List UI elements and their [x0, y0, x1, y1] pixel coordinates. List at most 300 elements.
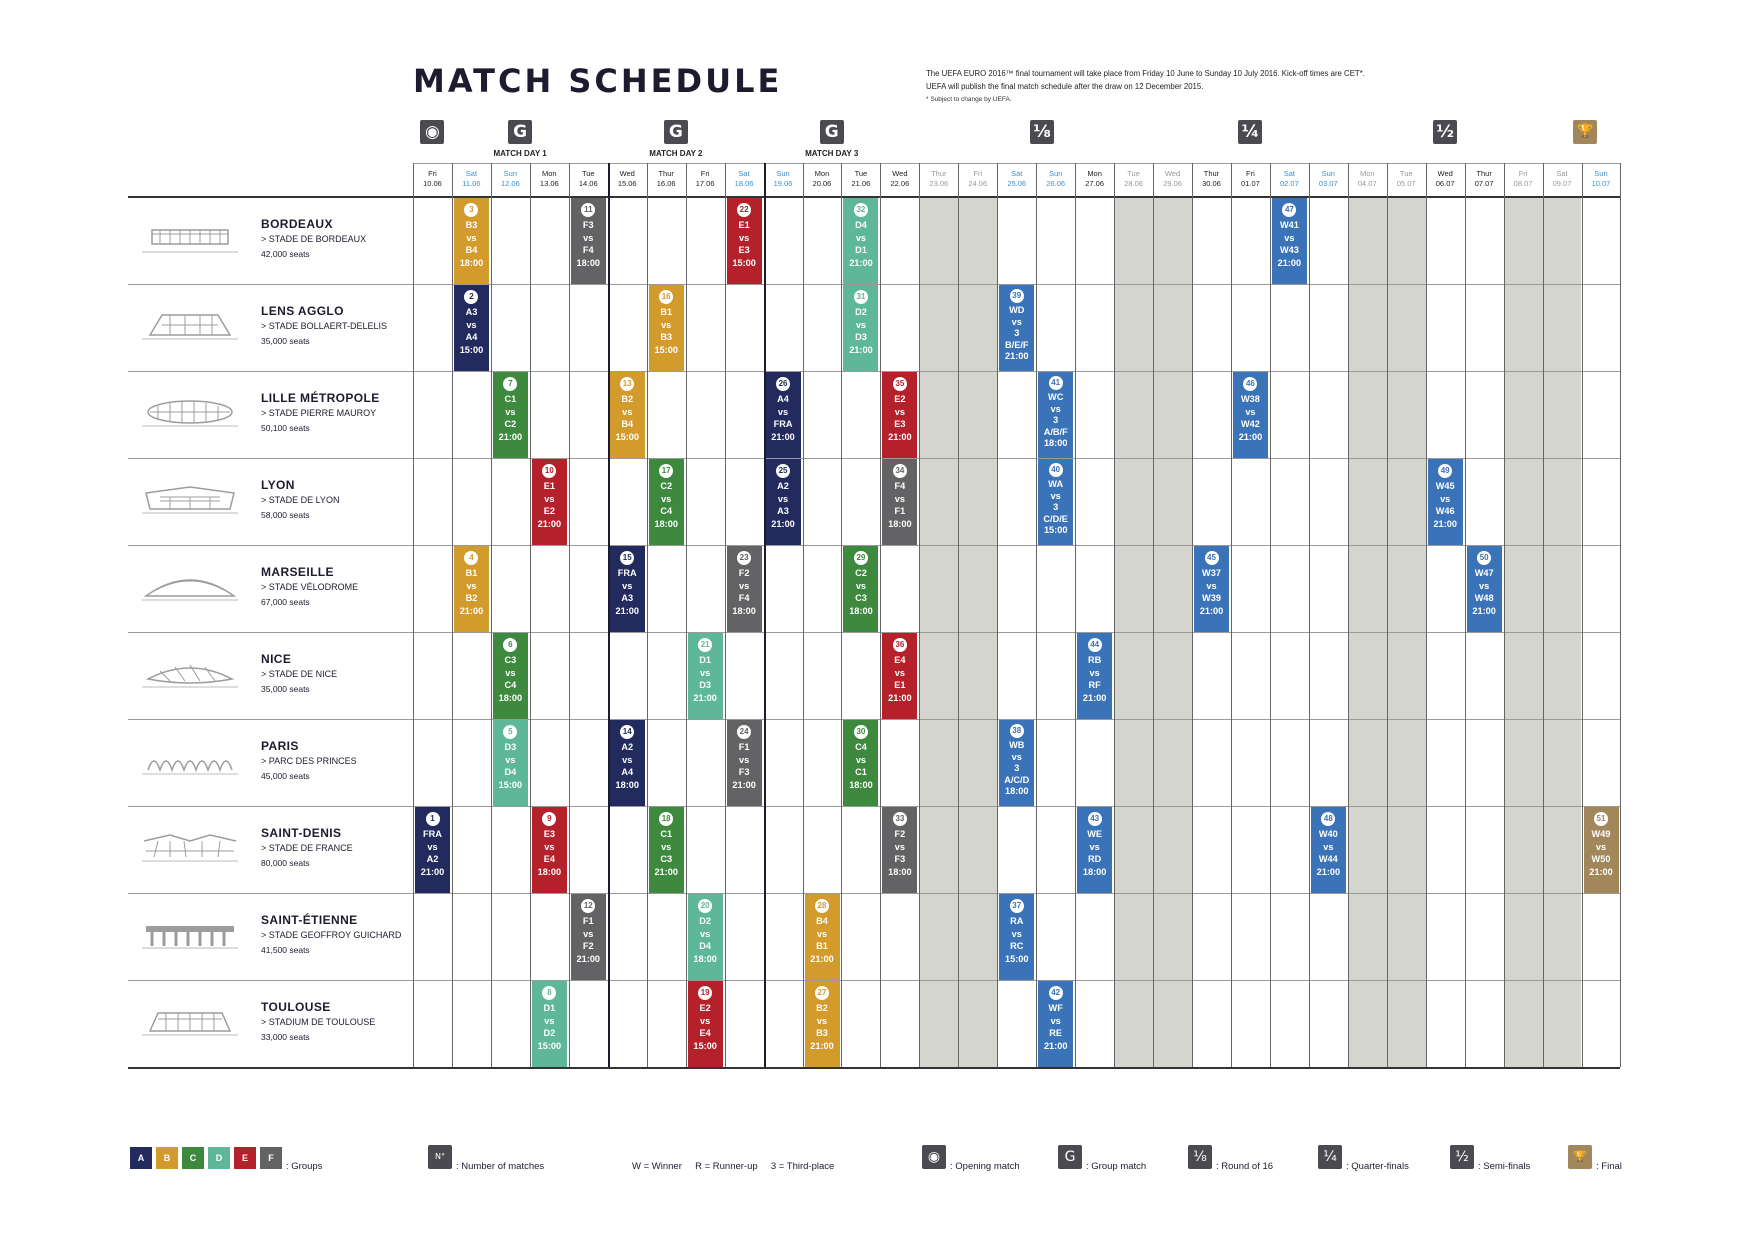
match-home: C2: [660, 481, 673, 491]
venue-row: [128, 806, 408, 893]
intro-note: * Subject to change by UEFA.: [926, 96, 1012, 103]
final-icon: 🏆: [1568, 1145, 1592, 1169]
grid-line: [413, 163, 1620, 164]
day-date: 01.07: [1241, 179, 1260, 188]
match-cell[interactable]: [843, 285, 878, 371]
match-kickoff-time: 15:00: [693, 1040, 717, 1051]
match-home: F3: [582, 220, 594, 230]
match-vs: vs: [1050, 1015, 1061, 1026]
grid-line: [452, 163, 453, 1067]
day-header: [1270, 169, 1309, 189]
match-home: WC: [1048, 392, 1064, 402]
venue-stadium: > PARC DES PRINCES: [261, 756, 357, 766]
match-number-badge: 17: [659, 464, 673, 478]
day-of-week: Sat: [1011, 169, 1023, 178]
match-home: WE: [1087, 829, 1103, 839]
match-home: B1: [465, 568, 478, 578]
match-cell[interactable]: [1233, 372, 1268, 458]
match-cell[interactable]: [532, 807, 567, 893]
match-cell[interactable]: [688, 633, 723, 719]
group-match-icon: G: [508, 120, 532, 144]
match-vs: vs: [1479, 580, 1490, 591]
match-kickoff-time: 18:00: [888, 518, 912, 529]
day-of-week: Wed: [619, 169, 635, 178]
day-date: 19.06: [773, 179, 793, 188]
match-cell[interactable]: [1272, 198, 1307, 284]
match-number-badge: 23: [737, 551, 751, 565]
venue-stadium: > STADE DE FRANCE: [261, 843, 353, 853]
stadium-illustration: [140, 568, 240, 604]
grid-line: [413, 163, 414, 1067]
match-cell[interactable]: [805, 894, 840, 980]
day-date: 08.07: [1513, 179, 1533, 188]
day-of-week: Fri: [700, 169, 710, 178]
match-cell[interactable]: [1038, 372, 1073, 458]
match-kickoff-time: 15:00: [1043, 525, 1068, 535]
match-number-badge: 7: [503, 377, 517, 391]
match-cell[interactable]: [805, 981, 840, 1067]
day-header: [647, 169, 686, 189]
day-of-week: Thur: [1203, 169, 1220, 178]
match-home: C2: [855, 568, 867, 578]
match-number-badge: 6: [503, 638, 517, 652]
match-vs: vs: [855, 232, 867, 243]
match-away: C1: [855, 767, 867, 778]
match-cell[interactable]: [415, 807, 450, 893]
match-home: W45: [1435, 481, 1455, 491]
day-date: 05.07: [1396, 179, 1416, 188]
match-cell[interactable]: [1428, 459, 1463, 545]
match-cell[interactable]: [688, 894, 723, 980]
match-kickoff-time: 18:00: [1082, 866, 1107, 877]
venue-stadium: > STADE DE LYON: [261, 495, 340, 505]
stadium-illustration: [140, 742, 240, 778]
day-header: [1309, 169, 1348, 189]
match-home: W37: [1202, 568, 1221, 578]
semi-finals-icon: ½: [1450, 1145, 1474, 1169]
match-cell[interactable]: [493, 372, 528, 458]
match-vs: vs: [622, 754, 633, 765]
match-number-badge: 16: [659, 290, 673, 304]
match-cell[interactable]: [1077, 807, 1112, 893]
day-date: 25.06: [1007, 179, 1027, 188]
match-cell[interactable]: [882, 459, 917, 545]
match-home: FRA: [423, 829, 442, 839]
match-home: WF: [1048, 1003, 1063, 1013]
match-vs: vs: [1089, 841, 1100, 852]
match-number-badge: 45: [1205, 551, 1219, 565]
day-date: 02.07: [1279, 179, 1299, 188]
match-vs: vs: [466, 232, 477, 243]
day-date: 17.06: [695, 179, 715, 188]
group-color-swatch-f: F: [260, 1147, 282, 1169]
match-number-badge: 26: [776, 377, 790, 391]
match-number-badge: 20: [698, 899, 712, 913]
match-vs: vs: [583, 928, 594, 939]
match-away: A3: [621, 593, 634, 604]
match-cell[interactable]: [999, 894, 1034, 980]
match-vs: vs: [661, 319, 672, 330]
match-away: D3: [855, 332, 867, 343]
match-away: RC: [1010, 941, 1024, 952]
match-away: C4: [504, 680, 517, 691]
match-cell[interactable]: [532, 981, 567, 1067]
match-cell[interactable]: [1038, 459, 1073, 545]
match-home: FRA: [617, 568, 637, 578]
match-kickoff-time: 18:00: [693, 953, 717, 964]
match-vs: vs: [1323, 841, 1334, 852]
match-cell[interactable]: [766, 372, 801, 458]
match-kickoff-time: 21:00: [1005, 351, 1029, 361]
day-header: [530, 169, 569, 189]
round-of-16-icon: ⅛: [1030, 120, 1054, 144]
match-cell[interactable]: [1194, 546, 1229, 632]
match-cell[interactable]: [1467, 546, 1502, 632]
match-vs: vs: [855, 580, 867, 591]
stadium-illustration: [140, 1003, 240, 1039]
match-away: A2: [426, 854, 439, 865]
venue-stadium: > STADE DE BORDEAUX: [261, 234, 367, 244]
match-kickoff-time: 18:00: [849, 779, 873, 790]
match-kickoff-time: 18:00: [1043, 438, 1068, 448]
day-date: 15.06: [617, 179, 637, 188]
match-cell[interactable]: [649, 285, 684, 371]
match-away: B2: [465, 593, 478, 604]
match-home: D3: [504, 742, 517, 752]
match-cell[interactable]: [454, 546, 489, 632]
match-vs: vs: [816, 928, 828, 939]
match-number-badge: 1: [426, 812, 440, 826]
grid-line: [997, 163, 998, 1067]
match-kickoff-time: 21:00: [1589, 866, 1613, 877]
match-away: RF: [1088, 680, 1101, 691]
match-number-badge: 44: [1088, 638, 1102, 652]
venue-seats: 35,000 seats: [261, 684, 310, 694]
venue-row: [128, 458, 408, 545]
legend-final-label: : Final: [1596, 1161, 1622, 1172]
stadium-illustration: [140, 394, 240, 430]
day-header: [1231, 169, 1270, 189]
match-cell[interactable]: [1584, 807, 1619, 893]
stadium-illustration: [140, 220, 240, 256]
match-number-badge: 36: [893, 638, 907, 652]
match-number-badge: 27: [815, 986, 829, 1000]
stadium-illustration: [140, 307, 240, 343]
grid-line: [764, 163, 766, 1067]
match-home: C3: [504, 655, 517, 665]
match-cell[interactable]: [610, 546, 645, 632]
final-icon: 🏆: [1573, 120, 1597, 144]
day-date: 04.07: [1357, 179, 1377, 188]
group-match-icon: G: [820, 120, 844, 144]
venue-seats: 67,000 seats: [261, 597, 310, 607]
match-vs: vs: [1050, 490, 1061, 501]
match-home: D4: [855, 220, 867, 230]
day-date: 29.06: [1163, 179, 1182, 188]
match-cell[interactable]: [882, 633, 917, 719]
match-kickoff-time: 21:00: [849, 344, 873, 355]
match-home: E4: [894, 655, 906, 665]
match-home: F2: [738, 568, 750, 578]
grid-line: [1075, 163, 1076, 1067]
grid-line: [1231, 163, 1232, 1067]
match-away: RE: [1049, 1028, 1063, 1039]
match-vs: vs: [816, 1015, 828, 1026]
day-header: [1543, 169, 1582, 189]
match-kickoff-time: 18:00: [849, 605, 873, 616]
match-number-badge: 29: [854, 551, 868, 565]
match-cell[interactable]: [571, 894, 606, 980]
match-vs: vs: [505, 667, 516, 678]
match-vs: vs: [1050, 403, 1061, 414]
match-number-badge: 10: [542, 464, 556, 478]
match-home: C1: [660, 829, 673, 839]
match-number-badge: 5: [503, 725, 517, 739]
match-vs: vs: [738, 754, 750, 765]
match-cell[interactable]: [610, 720, 645, 806]
group-color-swatch-a: A: [130, 1147, 152, 1169]
match-vs: vs: [661, 493, 672, 504]
match-kickoff-time: 21:00: [1316, 866, 1341, 877]
match-home: A2: [777, 481, 789, 491]
match-number-badge: 22: [737, 203, 751, 217]
stadium-illustration: [140, 655, 240, 691]
match-away: D4: [699, 941, 712, 952]
match-number-badge: 43: [1088, 812, 1102, 826]
match-away: D4: [504, 767, 517, 778]
match-cell[interactable]: [843, 546, 878, 632]
grid-line: [530, 163, 531, 1067]
match-cell[interactable]: [999, 285, 1034, 371]
match-home: E2: [699, 1003, 711, 1013]
day-header: [1426, 169, 1465, 189]
venue-row: [128, 893, 408, 980]
match-cell[interactable]: [727, 546, 762, 632]
match-cell[interactable]: [1077, 633, 1112, 719]
match-kickoff-time: 15:00: [654, 344, 678, 355]
match-cell[interactable]: [843, 720, 878, 806]
legend-opening-label: : Opening match: [950, 1161, 1020, 1172]
legend-abbreviations: W = Winner R = Runner-up 3 = Third-place: [632, 1161, 835, 1172]
match-number-badge: 38: [1010, 724, 1024, 738]
venue-stadium: > STADE BOLLAERT-DELELIS: [261, 321, 387, 331]
day-date: 09.07: [1552, 179, 1572, 188]
day-header: [569, 169, 608, 189]
venue-name: TOULOUSE: [261, 1000, 331, 1014]
match-away: E2: [543, 506, 555, 517]
page-title: MATCH SCHEDULE: [413, 62, 783, 100]
match-number-badge: 47: [1282, 203, 1296, 217]
day-header: [958, 169, 997, 189]
match-cell[interactable]: [454, 198, 489, 284]
match-home: C1: [504, 394, 517, 404]
match-away: A3: [777, 506, 789, 517]
match-kickoff-time: 21:00: [810, 953, 834, 964]
match-kickoff-time: 18:00: [888, 866, 912, 877]
grid-line: [686, 163, 687, 1067]
grid-line: [880, 163, 881, 1067]
match-cell[interactable]: [649, 807, 684, 893]
match-cell[interactable]: [571, 198, 606, 284]
match-kickoff-time: 15:00: [615, 431, 639, 442]
day-date: 03.07: [1318, 179, 1338, 188]
match-vs: vs: [427, 841, 438, 852]
match-cell[interactable]: [727, 720, 762, 806]
match-home: W40: [1318, 829, 1338, 839]
match-vs: vs: [777, 493, 789, 504]
semi-finals-icon: ½: [1433, 120, 1457, 144]
match-cell[interactable]: [727, 198, 762, 284]
match-kickoff-time: 21:00: [810, 1040, 834, 1051]
match-cell[interactable]: [882, 807, 917, 893]
match-cell[interactable]: [1038, 981, 1073, 1067]
day-header: [1465, 169, 1504, 189]
match-number-badge: 46: [1243, 377, 1257, 391]
grid-line: [1270, 163, 1271, 1067]
match-third-place-groups: A/C/D: [1004, 774, 1030, 785]
day-of-week: Sun: [1048, 169, 1063, 178]
quarter-finals-icon: ¼: [1238, 120, 1262, 144]
match-vs: vs: [894, 493, 905, 504]
day-date: 26.06: [1046, 179, 1066, 188]
match-vs: vs: [661, 841, 672, 852]
match-kickoff-time: 21:00: [498, 431, 523, 442]
grid-line: [803, 163, 804, 1067]
match-away: D2: [543, 1028, 556, 1039]
match-vs: vs: [738, 580, 750, 591]
day-header: [919, 169, 958, 189]
day-of-week: Fri: [1518, 169, 1528, 178]
match-home: B1: [660, 307, 673, 317]
venue-stadium: > STADE GEOFFROY GUICHARD: [261, 930, 402, 940]
match-kickoff-time: 18:00: [732, 605, 756, 616]
day-of-week: Thur: [1476, 169, 1492, 178]
match-away: C3: [660, 854, 673, 865]
match-number-badge: 15: [620, 551, 634, 565]
match-number-badge: 28: [815, 899, 829, 913]
match-kickoff-time: 21:00: [420, 866, 445, 877]
day-header: [1504, 169, 1543, 189]
day-of-week: Tue: [854, 169, 868, 178]
match-kickoff-time: 21:00: [1082, 692, 1107, 703]
grid-line: [1426, 163, 1427, 1067]
match-away: W44: [1318, 854, 1338, 865]
match-home: B3: [465, 220, 478, 230]
match-home: W41: [1279, 220, 1299, 230]
match-vs: vs: [700, 928, 711, 939]
match-cell[interactable]: [766, 459, 801, 545]
venue-name: BORDEAUX: [261, 217, 333, 231]
venue-row: [128, 980, 408, 1067]
grid-line: [1036, 163, 1037, 1067]
legend-r16-label: : Round of 16: [1216, 1161, 1274, 1172]
match-away: F2: [582, 941, 594, 952]
match-cell[interactable]: [688, 981, 723, 1067]
day-header: [841, 169, 880, 189]
venue-row: [128, 545, 408, 632]
match-home: B4: [816, 916, 828, 926]
match-cell[interactable]: [454, 285, 489, 371]
match-number-badge: 30: [854, 725, 868, 739]
match-kickoff-time: 21:00: [888, 431, 912, 442]
match-cell[interactable]: [493, 633, 528, 719]
day-date: 30.06: [1202, 179, 1221, 188]
group-color-swatch-c: C: [182, 1147, 204, 1169]
match-home: B2: [816, 1003, 828, 1013]
match-home: WA: [1048, 479, 1064, 489]
match-cell[interactable]: [610, 372, 645, 458]
day-date: 23.06: [929, 179, 949, 188]
match-number-badge: 4: [464, 551, 478, 565]
day-of-week: Wed: [892, 169, 908, 178]
day-header: [1153, 169, 1192, 189]
match-away: W42: [1240, 419, 1260, 430]
day-header: [1075, 169, 1114, 189]
match-vs: vs: [544, 493, 555, 504]
match-vs: vs: [544, 1015, 555, 1026]
match-cell[interactable]: [493, 720, 528, 806]
match-vs: vs: [622, 580, 633, 591]
venue-stadium: > STADE VÉLODROME: [261, 582, 359, 592]
match-away: D1: [855, 245, 867, 256]
match-cell[interactable]: [999, 720, 1034, 806]
venue-name: SAINT-ÉTIENNE: [261, 913, 358, 927]
grid-line: [491, 163, 492, 1067]
match-home: W47: [1474, 568, 1494, 578]
match-vs: vs: [466, 319, 477, 330]
match-kickoff-time: 15:00: [459, 344, 484, 355]
match-number-badge: 48: [1321, 812, 1335, 826]
day-date: 12.06: [500, 179, 520, 188]
grid-line: [569, 163, 570, 1067]
match-kickoff-time: 21:00: [654, 866, 678, 877]
venue-row: [128, 284, 408, 371]
intro-line-1: The UEFA EURO 2016™ final tournament will take place from Friday 10 June to Sunday 10 July 2016. Kick-off times are CET*.: [926, 69, 1365, 78]
venue-row: [128, 371, 408, 458]
match-number-badge: 37: [1010, 899, 1024, 913]
match-kickoff-time: 21:00: [693, 692, 717, 703]
match-cell[interactable]: [1311, 807, 1346, 893]
day-of-week: Sat: [1556, 169, 1568, 178]
day-date: 13.06: [539, 179, 559, 188]
match-number-badge: 33: [893, 812, 907, 826]
day-of-week: Sun: [1321, 169, 1335, 178]
day-date: 20.06: [812, 179, 832, 188]
day-header: [725, 169, 764, 189]
match-day-label: MATCH DAY 1: [493, 149, 547, 158]
day-header: [764, 169, 803, 189]
grid-line: [1504, 163, 1505, 1067]
legend-group-label: : Group match: [1086, 1161, 1147, 1172]
match-vs: vs: [894, 406, 905, 417]
match-number-badge-icon: N°: [428, 1145, 452, 1169]
match-cell[interactable]: [532, 459, 567, 545]
match-number-badge: 2: [464, 290, 478, 304]
match-cell[interactable]: [843, 198, 878, 284]
match-cell[interactable]: [649, 459, 684, 545]
match-away: B4: [621, 419, 634, 430]
match-cell[interactable]: [882, 372, 917, 458]
match-home: A3: [465, 307, 478, 317]
match-number-badge: 34: [893, 464, 907, 478]
grid-line: [958, 163, 959, 1067]
venue-seats: 33,000 seats: [261, 1032, 310, 1042]
match-number-badge: 18: [659, 812, 673, 826]
match-away: E4: [543, 854, 555, 865]
match-away: F4: [582, 245, 594, 256]
grid-line: [1543, 163, 1544, 1067]
match-home: D2: [699, 916, 712, 926]
